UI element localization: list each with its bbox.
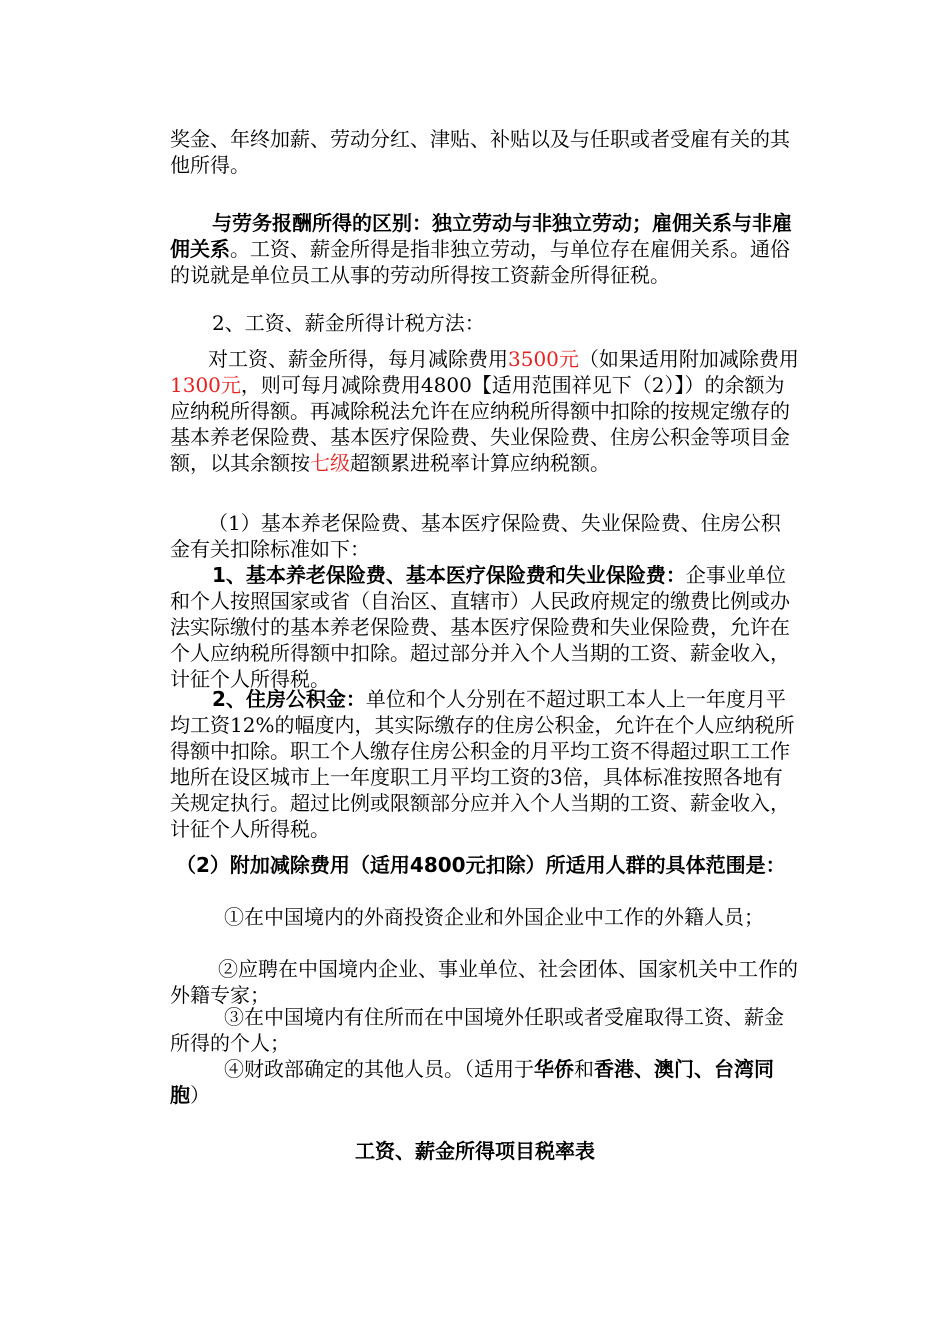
list-item-3 — [170, 1004, 800, 1056]
paragraph-salary-scope — [170, 126, 800, 178]
paragraph-deduction-standards — [170, 510, 800, 562]
list-item-text: ①在中国境内的外商投资企业和外国企业中工作的外籍人员； — [224, 905, 764, 929]
highlight-amount-3500: 3500元 — [508, 347, 579, 371]
paragraph-text: ，则可每月减除费用4800【适用范围祥见下（2）】）的余额为应纳税所得额。再减除税法允许在应纳税所得额中扣除的按规定缴存的基本养老保险费、基本医疗保险费、失业保险费、住房公积金等项目金额，以其余额按 — [170, 373, 790, 475]
bold-heading-text: 2、住房公积金： — [212, 687, 366, 711]
paragraph-calc-method — [170, 346, 800, 476]
bold-heading-text: 与劳务报酬所得的区别：独立劳动与非独立劳动；雇佣关系与非雇佣关系 — [170, 211, 792, 261]
paragraph-text: 超额累进税率计算应纳税额。 — [350, 451, 610, 475]
section-heading-calc-method — [170, 310, 800, 336]
list-item-1 — [170, 904, 800, 930]
paragraph-text: 对工资、薪金所得，每月减除费用 — [208, 347, 508, 371]
list-item-text: ③在中国境内有住所而在中国境外任职或者受雇取得工资、薪金所得的个人； — [170, 1005, 784, 1055]
list-item-text: ②应聘在中国境内企业、事业单位、社会团体、国家机关中工作的外籍专家； — [170, 957, 798, 1007]
paragraph-text: （如果适用附加减除费用 — [578, 347, 799, 371]
highlight-seven-level: 七级 — [310, 451, 350, 475]
highlight-amount-1300: 1300元 — [170, 373, 241, 397]
paragraph-text: 。工资、薪金所得是指非独立劳动，与单位存在雇佣关系。通俗的说就是单位员工从事的劳动所得按工资薪金所得征税。 — [170, 237, 790, 287]
paragraph-insurance-deduction — [170, 562, 800, 692]
paragraph-housing-fund — [170, 686, 800, 842]
bold-heading-text: 1、基本养老保险费、基本医疗保险费和失业保险费： — [212, 563, 686, 587]
list-item-2 — [170, 956, 800, 1008]
paragraph-text: 单位和个人分别在不超过职工本人上一年度月平均工资12%的幅度内，其实际缴存的住房公积金，允许在个人应纳税所得额中扣除。职工个人缴存住房公积金的月平均工资不得超过职工工作地所在设区城市上一年度职工月平均工资的3倍，具体标准按照各地有关规定执行。超过比例或限额部分应并入个人当期的工资、薪金收入，计征个人所得税。 — [170, 687, 795, 841]
paragraph-labor-difference — [170, 210, 800, 288]
section-heading-additional-deduction — [170, 852, 800, 878]
bold-term-overseas-chinese: 华侨 — [534, 1057, 574, 1081]
title-text: 工资、薪金所得项目税率表 — [355, 1139, 595, 1163]
paragraph-text: （1）基本养老保险费、基本医疗保险费、失业保险费、住房公积金有关扣除标准如下： — [170, 511, 781, 561]
paragraph-text: 企事业单位和个人按照国家或省（自治区、直辖市）人民政府规定的缴费比例或办法实际缴付的基本养老保险费、基本医疗保险费和失业保险费，允许在个人应纳税所得额中扣除。超过部分并入个人当期的工资、薪金收入，计征个人所得税。 — [170, 563, 790, 691]
heading-text: （2）附加减除费用（适用4800元扣除）所适用人群的具体范围是： — [176, 853, 786, 877]
heading-text: 2、工资、薪金所得计税方法： — [212, 311, 485, 335]
list-item-text: ④财政部确定的其他人员。（适用于 — [224, 1057, 534, 1081]
paragraph-text: 奖金、年终加薪、劳动分红、津贴、补贴以及与任职或者受雇有关的其他所得。 — [170, 127, 790, 177]
list-item-4 — [170, 1056, 800, 1108]
list-item-text: 和 — [574, 1057, 594, 1081]
table-title — [0, 1138, 950, 1164]
bold-term-hk-macao-taiwan: 香港、澳门、台湾同胞 — [170, 1057, 774, 1107]
list-item-text: ） — [190, 1083, 210, 1107]
